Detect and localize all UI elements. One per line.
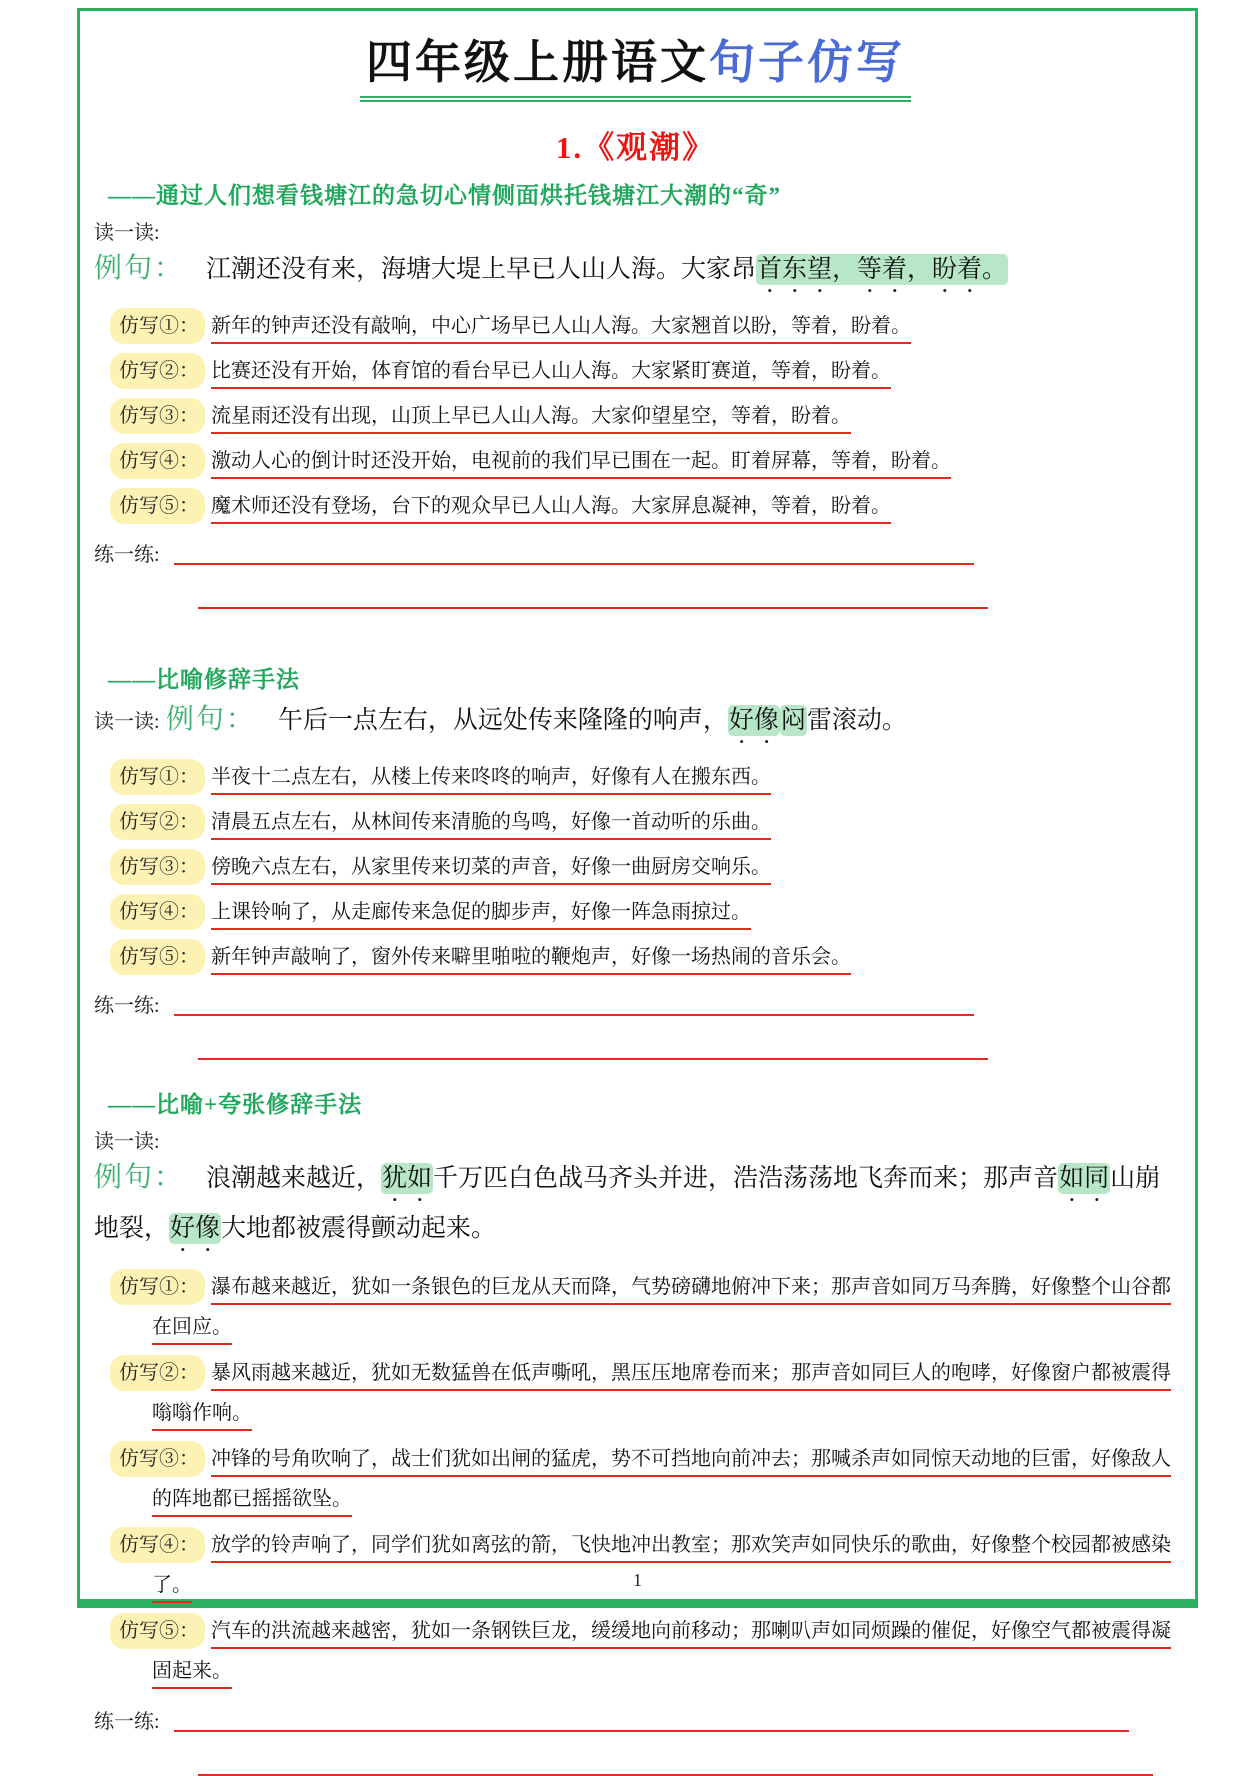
imitation-item [110, 849, 1183, 885]
title-underline [360, 37, 911, 102]
item-text: 瀑布越来越近，犹如一条银色的巨龙从天而降，气势磅礴地俯冲下来；那声音如同万马奔腾，好像整个山谷都在回应。 [152, 1276, 1171, 1345]
example-text-plain: 江潮还没有来，海塘大堤上早已人山人海。大家昂 [206, 255, 757, 283]
imitation-item [110, 804, 1183, 840]
item-text: 比赛还没有开始，体育馆的看台早已人山人海。大家紧盯赛道，等着，盼着。 [211, 360, 891, 389]
example-label: 例句： [94, 1161, 185, 1193]
example-text-highlighted: 犹如 [382, 1164, 433, 1192]
example-text-plain: 浪潮越来越近， [206, 1164, 382, 1192]
section-1-example [94, 247, 1183, 298]
item-text: 放学的铃声响了，同学们犹如离弦的箭，飞快地冲出教室；那欢笑声如同快乐的歌曲，好像整个校园都被感染了。 [152, 1534, 1171, 1603]
title-grade-part: 四年级上册语文 [366, 37, 709, 88]
item-label: 仿写③： [110, 398, 205, 434]
section-2-read-label: 读一读: [94, 710, 160, 733]
item-text: 冲锋的号角吹响了，战士们犹如出闸的猛虎，势不可挡地向前冲去；那喊杀声如同惊天动地的巨雷，好像敌人的阵地都已摇摇欲坠。 [152, 1448, 1171, 1517]
section-1-read-label: 读一读: [94, 221, 160, 244]
practice-blank-line [198, 607, 988, 609]
imitation-item [110, 939, 1183, 975]
item-text: 暴风雨越来越近，犹如无数猛兽在低声嘶吼，黑压压地席卷而来；那声音如同巨人的咆哮，好像窗户都被震得嗡嗡作响。 [152, 1362, 1171, 1431]
practice-blank-line [198, 1058, 988, 1060]
page-number: 1 [633, 1570, 642, 1590]
item-text: 激动人心的倒计时还没开始，电视前的我们早已围在一起。盯着屏幕，等着，盼着。 [211, 450, 951, 479]
item-label: 仿写③： [110, 849, 205, 885]
practice-label: 练一练: [94, 543, 160, 566]
item-text: 上课铃响了，从走廊传来急促的脚步声，好像一阵急雨掠过。 [211, 901, 751, 930]
imitation-item [110, 443, 1183, 479]
imitation-item [110, 398, 1183, 434]
example-text-highlighted: 好像 [728, 706, 779, 734]
practice-blank-line [174, 1014, 974, 1016]
example-text-highlighted: 闷 [780, 706, 806, 734]
item-label: 仿写⑤： [110, 488, 205, 524]
imitation-item [110, 353, 1183, 389]
item-text: 半夜十二点左右，从楼上传来咚咚的响声，好像有人在搬东西。 [211, 766, 771, 795]
example-text-plain: 千万匹白色战马齐头并进，浩浩荡荡地飞奔而来；那声音 [433, 1164, 1059, 1192]
example-label: 例句： [94, 252, 185, 284]
item-label: 仿写②： [110, 353, 205, 389]
item-text: 新年的钟声还没有敲响，中心广场早已人山人海。大家翘首以盼，等着，盼着。 [211, 315, 911, 344]
imitation-item [110, 308, 1183, 344]
page-frame [77, 8, 1198, 1733]
imitation-item [110, 894, 1183, 930]
practice-label: 练一练: [94, 994, 160, 1017]
section-3-example [94, 1156, 1183, 1257]
page-title [88, 37, 1183, 102]
section-1-heading: ——通过人们想看钱塘江的急切心情侧面烘托钱塘江大潮的“奇” [108, 182, 781, 208]
imitation-item [110, 1267, 1183, 1347]
item-text: 新年钟声敲响了，窗外传来噼里啪啦的鞭炮声，好像一场热闹的音乐会。 [211, 946, 851, 975]
example-text-plain: 大地都被震得颤动起来。 [221, 1214, 497, 1242]
item-text: 流星雨还没有出现，山顶上早已人山人海。大家仰望星空，等着，盼着。 [211, 405, 851, 434]
example-text-highlighted: 好像 [170, 1214, 221, 1242]
title-topic-part: 句子仿写 [709, 37, 905, 88]
imitation-item [110, 1525, 1183, 1605]
imitation-item [110, 1611, 1183, 1691]
practice-blank-line [174, 563, 974, 565]
practice-blank-line [174, 1730, 1129, 1732]
item-label: 仿写⑤： [110, 939, 205, 975]
item-label: 仿写①： [110, 1269, 205, 1305]
section-3-practice [94, 1705, 1183, 1776]
item-label: 仿写①： [110, 308, 205, 344]
item-label: 仿写④： [110, 1527, 205, 1563]
example-text-plain: 午后一点左右，从远处传来隆隆的响声， [277, 706, 728, 734]
example-text-plain: 山崩地裂， [94, 1164, 1161, 1242]
example-text-plain: 雷滚动。 [806, 706, 907, 734]
item-label: 仿写④： [110, 443, 205, 479]
practice-label: 练一练: [94, 1710, 160, 1733]
section-3-heading: ——比喻+夸张修辞手法 [108, 1091, 363, 1117]
section-2-practice [94, 989, 1183, 1060]
item-label: 仿写②： [110, 804, 205, 840]
imitation-item [110, 1353, 1183, 1433]
item-text: 傍晚六点左右，从家里传来切菜的声音，好像一曲厨房交响乐。 [211, 856, 771, 885]
item-text: 清晨五点左右，从林间传来清脆的鸟鸣，好像一首动听的乐曲。 [211, 811, 771, 840]
example-text-highlighted: 如同 [1059, 1164, 1110, 1192]
item-label: 仿写②： [110, 1355, 205, 1391]
item-text: 魔术师还没有登场，台下的观众早已人山人海。大家屏息凝神，等着，盼着。 [211, 495, 891, 524]
item-label: 仿写③： [110, 1441, 205, 1477]
item-text: 汽车的洪流越来越密，犹如一条钢铁巨龙，缓缓地向前移动；那喇叭声如同烦躁的催促，好像空气都被震得凝固起来。 [152, 1620, 1171, 1689]
section-2-heading: ——比喻修辞手法 [108, 666, 300, 692]
item-label: 仿写④： [110, 894, 205, 930]
section-1-practice [94, 538, 1183, 609]
imitation-item [110, 488, 1183, 524]
example-text-highlighted: 首东望，等着，盼着。 [757, 255, 1008, 283]
item-label: 仿写⑤： [110, 1613, 205, 1649]
imitation-item [110, 759, 1183, 795]
item-label: 仿写①： [110, 759, 205, 795]
section-3-read-label: 读一读: [94, 1130, 160, 1153]
example-label: 例句： [165, 703, 256, 735]
imitation-item [110, 1439, 1183, 1519]
section-2-example [94, 698, 1183, 749]
lesson-title: 1.《观潮》 [555, 129, 716, 165]
